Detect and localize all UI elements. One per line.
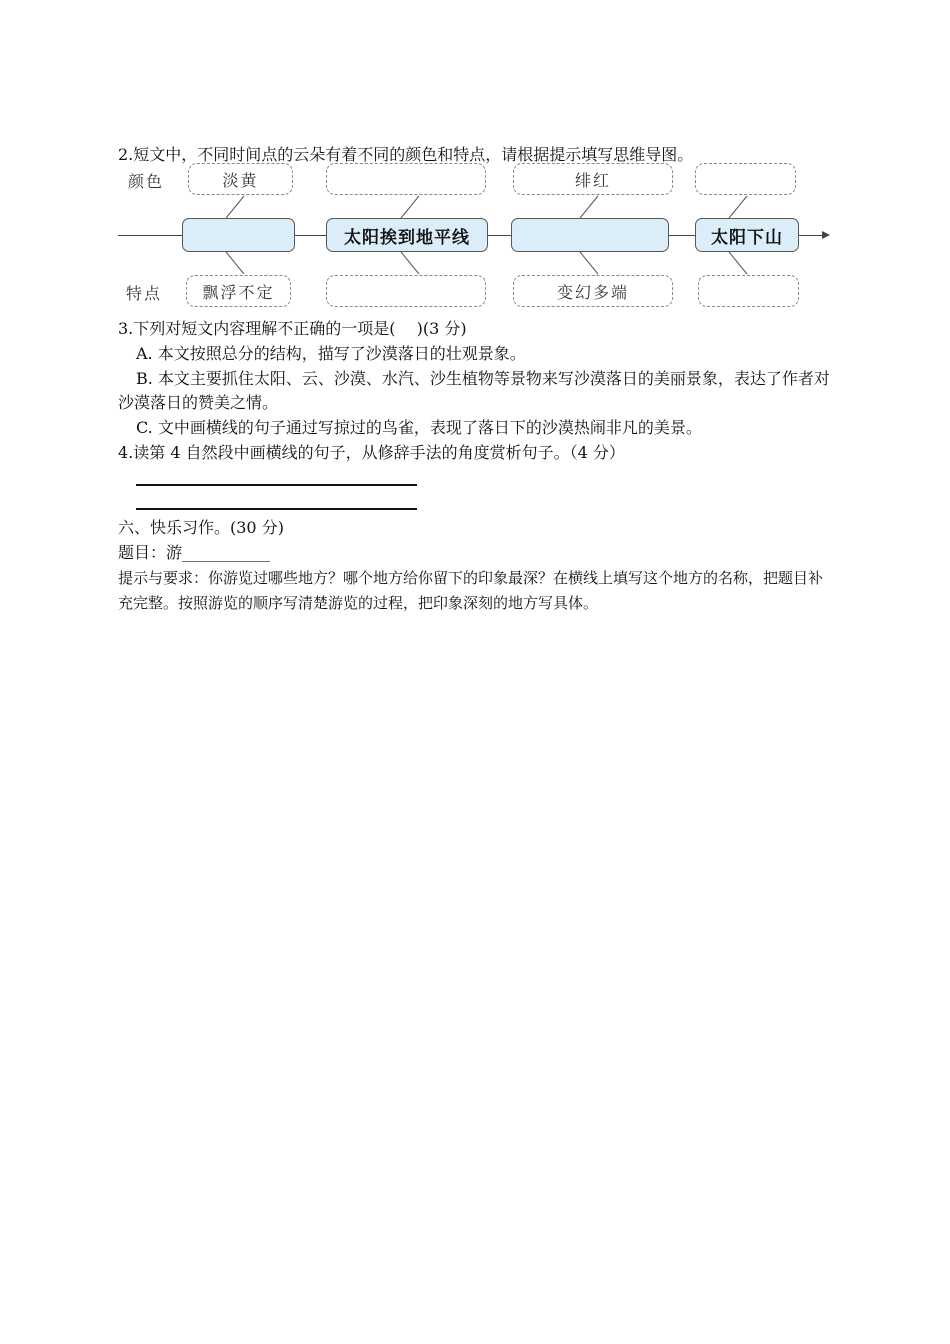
question-2-text: 2.短文中，不同时间点的云朵有着不同的颜色和特点，请根据提示填写思维导图。 <box>118 145 694 164</box>
feature-box-2 <box>326 275 486 307</box>
mind-map <box>118 160 838 316</box>
feature-box-1: 飘浮不定 <box>186 275 291 307</box>
color-box-2 <box>326 163 486 195</box>
timeline-node-2: 太阳挨到地平线 <box>326 218 488 252</box>
color-box-4 <box>695 163 796 195</box>
color-box-3: 绯红 <box>513 163 673 195</box>
feature-box-4 <box>698 275 799 307</box>
question-4-text: 4.读第 4 自然段中画横线的句子，从修辞手法的角度赏析句子。（4 分） <box>118 443 625 462</box>
answer-line-1[interactable] <box>136 484 417 486</box>
color-box-1: 淡黄 <box>188 163 293 195</box>
option-a: A. 本文按照总分的结构，描写了沙漠落日的壮观景象。 <box>136 344 526 363</box>
option-b: B. 本文主要抓住太阳、云、沙漠、水汽、沙生植物等景物来写沙漠落日的美丽景象，表达了作者对沙漠落日的赞美之情。 <box>118 369 830 412</box>
composition-title <box>118 541 270 565</box>
timeline-node-1 <box>182 218 295 252</box>
section-6-heading: 六、快乐习作。(30 分) <box>118 518 284 537</box>
feature-row-label: 特点 <box>126 284 163 303</box>
timeline-arrowhead <box>822 231 830 239</box>
answer-line-2[interactable] <box>136 508 417 510</box>
timeline-node-4: 太阳下山 <box>695 218 799 252</box>
question-3-text: 3.下列对短文内容理解不正确的一项是( )(3 分) <box>118 319 467 338</box>
composition-title-prefix: 题目：游 <box>118 543 183 562</box>
timeline-node-3 <box>511 218 669 252</box>
feature-box-3: 变幻多端 <box>513 275 673 307</box>
option-c: C. 文中画横线的句子通过写掠过的鸟雀，表现了落日下的沙漠热闹非凡的美景。 <box>136 418 702 437</box>
composition-title-blank[interactable]: ___________ <box>182 543 271 562</box>
composition-requirements: 提示与要求：你游览过哪些地方？哪个地方给你留下的印象最深？在横线上填写这个地方的名称，把题目补充完整。按照游览的顺序写清楚游览的过程，把印象深刻的地方写具体。 <box>118 569 824 612</box>
color-row-label: 颜色 <box>128 172 165 191</box>
